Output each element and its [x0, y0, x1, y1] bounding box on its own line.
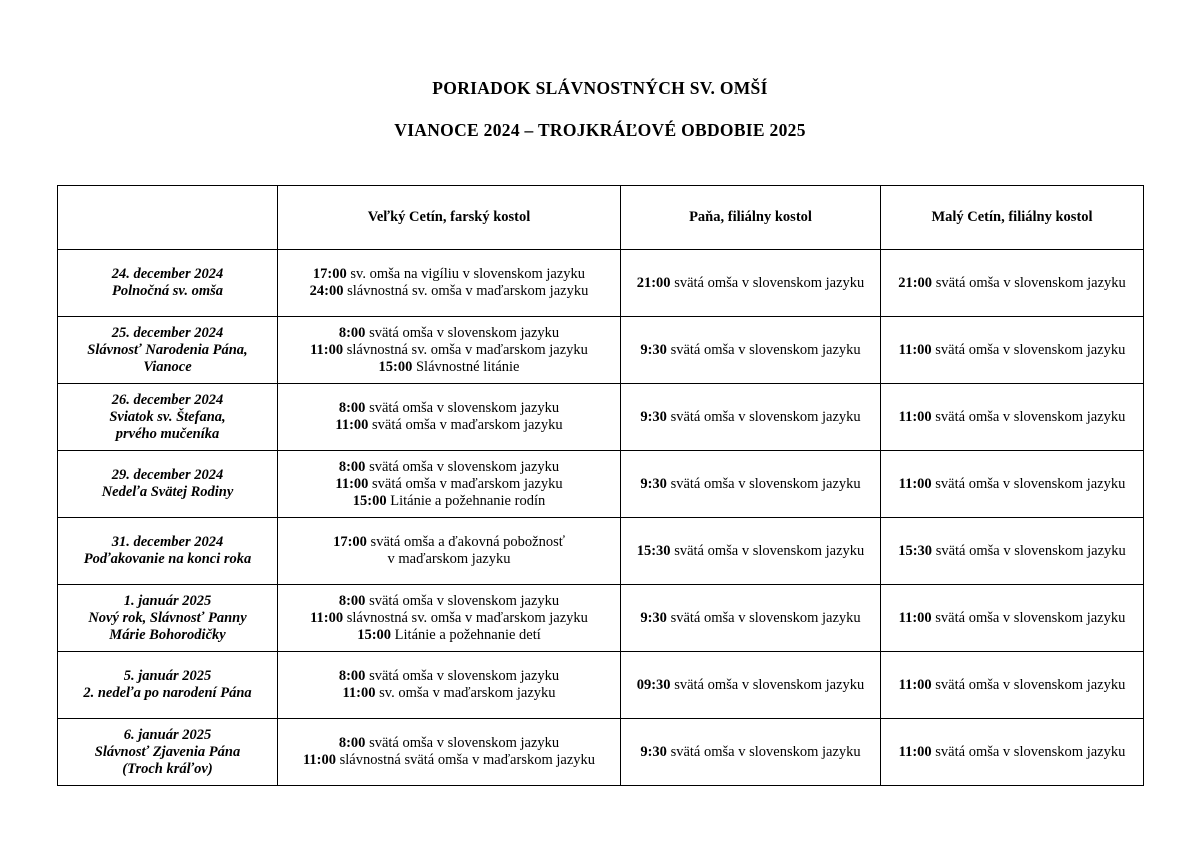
date-line: Poďakovanie na konci roka — [83, 551, 252, 567]
schedule-line: 8:00 svätá omša v slovenskom jazyku — [338, 668, 560, 684]
schedule-line: 9:30 svätá omša v slovenskom jazyku — [640, 609, 861, 626]
velky-cetin-cell — [278, 317, 621, 384]
maly-cetin-cell — [881, 384, 1144, 451]
pana-cell — [621, 384, 881, 451]
schedule-line: 9:30 svätá omša v slovenskom jazyku — [640, 475, 861, 492]
velky-cetin-cell — [278, 250, 621, 317]
schedule-line: v maďarskom jazyku — [387, 551, 511, 567]
schedule-time: 17:00 — [333, 534, 371, 550]
header-maly-cetin: Malý Cetín, filiálny kostol — [881, 186, 1144, 250]
schedule-time: 9:30 — [640, 341, 671, 358]
date-cell — [58, 317, 278, 384]
schedule-time: 11:00 — [898, 676, 936, 693]
date-line: (Troch kráľov) — [122, 760, 213, 777]
schedule-time: 9:30 — [640, 475, 671, 492]
schedule-line: 11:00 svätá omša v slovenskom jazyku — [898, 743, 1126, 760]
schedule-time: 11:00 — [898, 341, 936, 358]
schedule-time: 21:00 — [636, 274, 675, 291]
velky-cetin-cell — [278, 652, 621, 719]
schedule-time: 15:00 — [378, 358, 416, 375]
schedule-time: 17:00 — [312, 266, 351, 282]
pana-cell — [621, 585, 881, 652]
pana-cell — [621, 317, 881, 384]
schedule-time: 9:30 — [640, 743, 671, 760]
schedule-time: 8:00 — [338, 458, 370, 475]
velky-cetin-cell — [278, 518, 621, 585]
date-line: Vianoce — [143, 358, 192, 375]
header-empty-cell — [58, 186, 278, 250]
date-line: Márie Bohorodičky — [109, 626, 226, 643]
schedule-line: 11:00 sv. omša v maďarskom jazyku — [342, 685, 556, 701]
date-line: 24. december 2024 — [111, 266, 224, 282]
schedule-line: 9:30 svätá omša v slovenskom jazyku — [640, 743, 861, 760]
table-row — [58, 518, 1144, 585]
table-row — [58, 652, 1144, 719]
document-header — [0, 0, 1200, 141]
date-line: 29. december 2024 — [111, 467, 224, 483]
table-header-row — [58, 186, 1144, 250]
maly-cetin-cell — [881, 719, 1144, 786]
schedule-line: 9:30 svätá omša v slovenskom jazyku — [640, 408, 861, 425]
date-line: Nový rok, Slávnosť Panny — [88, 609, 247, 626]
table-row — [58, 451, 1144, 518]
schedule-time: 11:00 — [302, 752, 340, 768]
table-row — [58, 585, 1144, 652]
table-row — [58, 250, 1144, 317]
schedule-time: 9:30 — [640, 408, 671, 425]
schedule-time: 8:00 — [338, 324, 370, 341]
schedule-time: 11:00 — [310, 341, 347, 358]
schedule-line: 8:00 svätá omša v slovenskom jazyku — [338, 400, 560, 416]
schedule-line: 11:00 svätá omša v slovenskom jazyku — [898, 341, 1126, 358]
schedule-time: 8:00 — [338, 735, 370, 751]
schedule-time: 24:00 — [309, 283, 348, 299]
date-line: 31. december 2024 — [111, 534, 224, 550]
mass-schedule-table — [57, 185, 1144, 786]
page-title: PORIADOK SLÁVNOSTNÝCH SV. OMŠÍ — [432, 78, 768, 98]
schedule-time: 9:30 — [640, 609, 671, 626]
schedule-line: 21:00 svätá omša v slovenskom jazyku — [636, 274, 865, 291]
schedule-line: 9:30 svätá omša v slovenskom jazyku — [640, 341, 861, 358]
maly-cetin-cell — [881, 250, 1144, 317]
maly-cetin-cell — [881, 518, 1144, 585]
velky-cetin-cell — [278, 719, 621, 786]
schedule-time: 21:00 — [898, 274, 936, 291]
pana-cell — [621, 719, 881, 786]
date-cell — [58, 518, 278, 585]
date-cell — [58, 719, 278, 786]
schedule-time: 8:00 — [338, 668, 370, 684]
schedule-time: 11:00 — [310, 609, 347, 626]
pana-cell — [621, 250, 881, 317]
schedule-line: 15:00 Litánie a požehnanie rodín — [352, 492, 546, 509]
pana-cell — [621, 518, 881, 585]
schedule-time: 15:00 — [357, 626, 395, 643]
schedule-time: 11:00 — [898, 475, 936, 492]
date-line: 26. december 2024 — [111, 391, 224, 408]
schedule-time: 09:30 — [636, 676, 675, 693]
maly-cetin-cell — [881, 652, 1144, 719]
schedule-time: 11:00 — [335, 417, 373, 433]
schedule-line: 15:30 svätá omša v slovenskom jazyku — [898, 542, 1126, 559]
maly-cetin-cell — [881, 317, 1144, 384]
date-line: 5. január 2025 — [123, 668, 212, 684]
schedule-time: 11:00 — [898, 743, 936, 760]
velky-cetin-cell — [278, 585, 621, 652]
schedule-line: 11:00 svätá omša v slovenskom jazyku — [898, 475, 1126, 492]
schedule-line: 17:00 svätá omša a ďakovná pobožnosť — [333, 534, 565, 550]
date-line: 2. nedeľa po narodení Pána — [83, 685, 252, 701]
date-cell — [58, 652, 278, 719]
velky-cetin-cell — [278, 451, 621, 518]
schedule-time: 11:00 — [342, 685, 380, 701]
table-row — [58, 384, 1144, 451]
pana-cell — [621, 451, 881, 518]
schedule-table-body — [58, 250, 1144, 786]
schedule-line: 15:00 Litánie a požehnanie detí — [357, 626, 541, 643]
schedule-time: 15:00 — [352, 492, 391, 509]
date-line: Sviatok sv. Štefana, — [109, 408, 226, 425]
header-pana: Paňa, filiálny kostol — [621, 186, 881, 250]
schedule-line: 8:00 svätá omša v slovenskom jazyku — [338, 458, 560, 475]
header-velky-cetin: Veľký Cetín, farský kostol — [278, 186, 621, 250]
schedule-line: 11:00 slávnostná sv. omša v maďarskom jazyku — [310, 609, 588, 626]
date-line: 25. december 2024 — [111, 324, 224, 341]
schedule-line: 8:00 svätá omša v slovenskom jazyku — [338, 735, 560, 751]
schedule-line: 8:00 svätá omša v slovenskom jazyku — [338, 324, 560, 341]
schedule-line: 8:00 svätá omša v slovenskom jazyku — [338, 592, 560, 609]
date-cell — [58, 585, 278, 652]
date-line: 6. január 2025 — [123, 726, 212, 743]
date-line: Nedeľa Svätej Rodiny — [101, 484, 234, 500]
schedule-time: 11:00 — [335, 475, 373, 492]
schedule-line: 11:00 svätá omša v slovenskom jazyku — [898, 676, 1126, 693]
schedule-line: 15:30 svätá omša v slovenskom jazyku — [636, 542, 865, 559]
date-cell — [58, 384, 278, 451]
schedule-time: 11:00 — [898, 609, 936, 626]
schedule-time: 11:00 — [898, 408, 936, 425]
schedule-line: 11:00 svätá omša v maďarskom jazyku — [335, 417, 563, 433]
schedule-time: 15:30 — [898, 542, 936, 559]
table-row — [58, 317, 1144, 384]
velky-cetin-cell — [278, 384, 621, 451]
schedule-time: 15:30 — [636, 542, 675, 559]
schedule-line: 11:00 svätá omša v slovenskom jazyku — [898, 609, 1126, 626]
schedule-line: 11:00 slávnostná svätá omša v maďarskom jazyku — [302, 752, 596, 768]
pana-cell — [621, 652, 881, 719]
schedule-line: 21:00 svätá omša v slovenskom jazyku — [898, 274, 1126, 291]
schedule-time: 8:00 — [338, 400, 370, 416]
date-line: Polnočná sv. omša — [111, 283, 224, 299]
schedule-line: 15:00 Slávnostné litánie — [378, 358, 520, 375]
schedule-line: 17:00 sv. omša na vigíliu v slovenskom jazyku — [312, 266, 586, 282]
date-cell — [58, 451, 278, 518]
schedule-line: 11:00 svätá omša v slovenskom jazyku — [898, 408, 1126, 425]
date-cell — [58, 250, 278, 317]
table-row — [58, 719, 1144, 786]
maly-cetin-cell — [881, 451, 1144, 518]
date-line: 1. január 2025 — [123, 592, 212, 609]
maly-cetin-cell — [881, 585, 1144, 652]
schedule-line: 24:00 slávnostná sv. omša v maďarskom jazyku — [309, 283, 589, 299]
schedule-line: 11:00 slávnostná sv. omša v maďarskom jazyku — [310, 341, 588, 358]
schedule-line: 09:30 svätá omša v slovenskom jazyku — [636, 676, 865, 693]
date-line: Slávnosť Zjavenia Pána — [94, 743, 241, 760]
date-line: prvého mučeníka — [115, 425, 220, 442]
page-subtitle: VIANOCE 2024 – TROJKRÁĽOVÉ OBDOBIE 2025 — [394, 120, 806, 140]
schedule-line: 11:00 svätá omša v maďarskom jazyku — [335, 475, 563, 492]
date-line: Slávnosť Narodenia Pána, — [87, 341, 248, 358]
schedule-time: 8:00 — [338, 592, 370, 609]
